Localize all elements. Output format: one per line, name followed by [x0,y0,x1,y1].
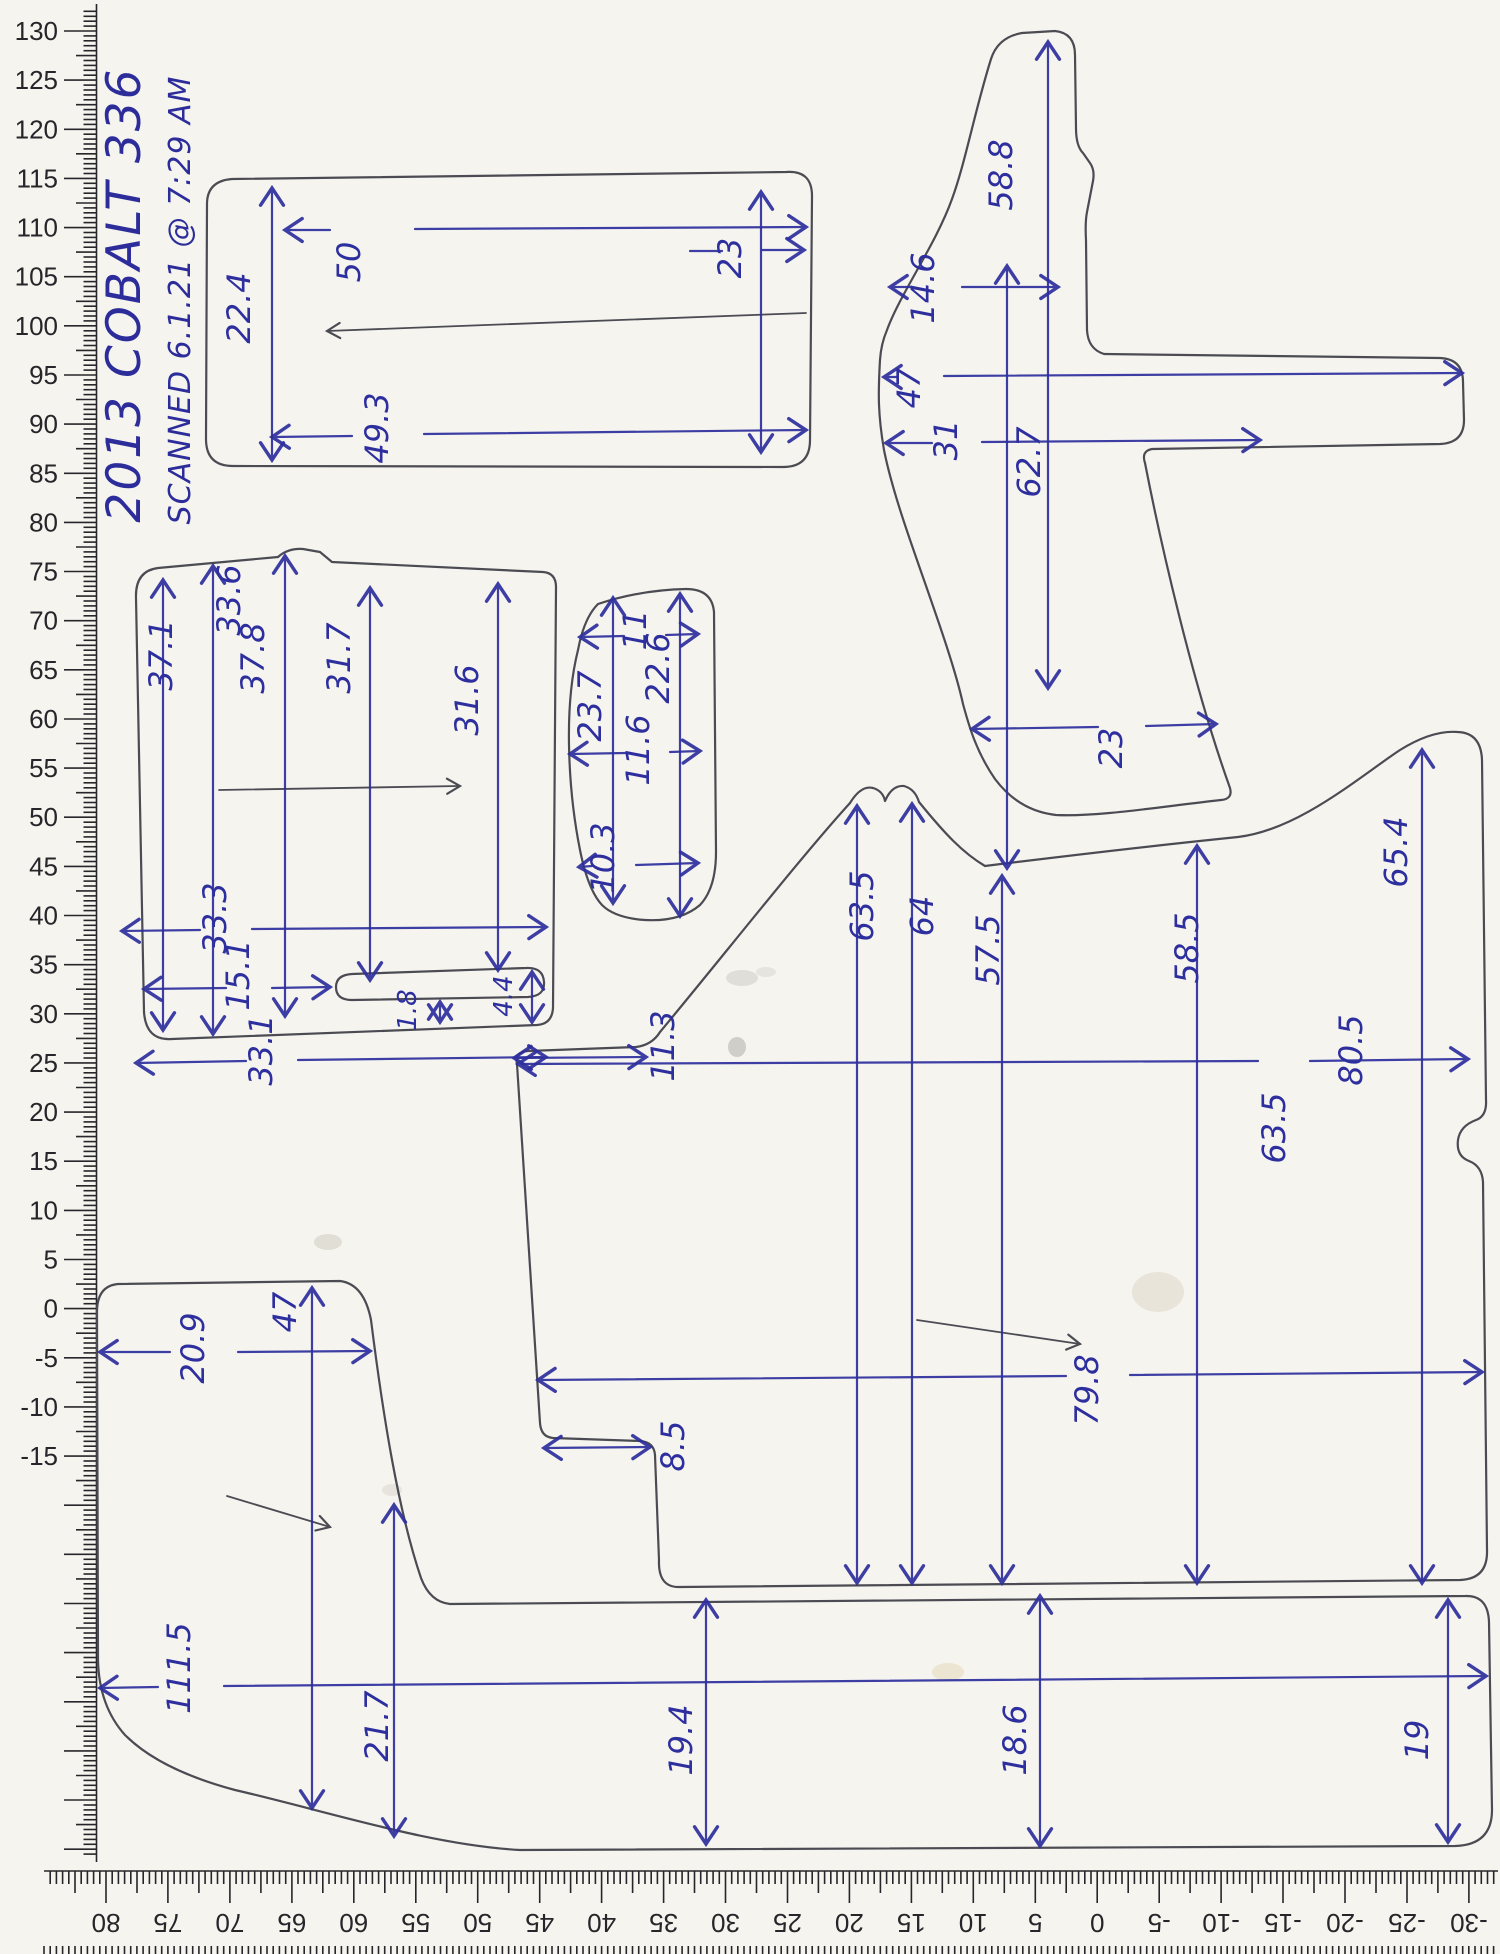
dim-label-e-v2: 64 [903,895,941,937]
bottom-ruler-number: 5 [1028,1908,1043,1938]
left-ruler-number: -15 [20,1441,58,1472]
dim-line [136,1061,246,1063]
dim-label-c-wbot: 33.1 [242,1014,280,1086]
scan-title: 2013 COBALT 336 [97,67,152,523]
dim-label-c-wmid: 33.3 [196,882,234,954]
bottom-ruler-number: -5 [1147,1908,1171,1938]
dim-label-c-notchr: 4.4 [489,975,519,1017]
dim-label-a-top: 50 [330,241,368,283]
bottom-ruler-number: 55 [401,1908,431,1938]
bottom-ruler-number: 75 [153,1908,183,1938]
dim-label-c-h3: 37.8 [234,622,272,694]
dim-line [514,1057,646,1058]
left-ruler-number: 5 [43,1244,58,1275]
dim-line [224,1676,1486,1686]
dim-label-a-right: 23 [711,237,749,279]
left-ruler-number: -5 [34,1342,58,1373]
left-ruler-number: 110 [16,212,58,243]
piece-top-left-rect-outline [206,172,812,467]
dim-label-e-stepbot: 8.5 [654,1420,692,1472]
dim-label-c-notch: 1.8 [393,989,423,1031]
left-ruler-number: 25 [29,1047,58,1078]
dim-line [252,927,546,929]
dim-label-d-hleft: 23.7 [571,670,609,742]
bottom-ruler [44,1871,1498,1954]
bottom-ruler-number: -30 [1450,1908,1488,1938]
dim-line [100,1687,158,1688]
bottom-ruler-number: -10 [1202,1908,1240,1938]
dim-line [424,430,806,434]
left-ruler-number: 15 [29,1146,58,1177]
dim-label-e-wlower: 79.8 [1068,1354,1106,1426]
left-ruler-number: 55 [29,753,58,784]
dim-line [272,987,330,988]
dim-label-f-v1: 21.7 [358,1690,396,1762]
dim-line [670,751,700,752]
dim-line [544,1447,650,1448]
dim-label-d-wmid: 11.6 [619,714,657,786]
dim-label-e-v1: 63.5 [843,870,881,942]
pointer-arrow [327,313,806,331]
piece-top-right-boot-outline [879,31,1464,815]
dim-label-b-neck: 14.6 [904,252,942,324]
dim-line [538,1376,1066,1380]
left-ruler-number: 95 [29,360,58,390]
dim-label-a-bottom: 49.3 [358,392,396,464]
left-ruler-number: 60 [29,704,58,734]
bottom-ruler-number: 50 [463,1908,493,1938]
bottom-ruler-number: 0 [1089,1908,1105,1938]
dim-line [272,436,352,437]
left-ruler [15,4,97,1862]
dim-label-b-fullh: 62.7 [1010,426,1048,498]
left-ruler-number: 85 [29,458,58,489]
dim-line [122,930,200,931]
pointer-arrow [917,1320,1080,1344]
dim-line [570,753,626,754]
bottom-ruler-number: 20 [834,1908,864,1938]
left-ruler-number: 90 [29,409,58,440]
left-ruler-number: 125 [14,65,58,96]
dim-label-d-wbot: 10.3 [584,822,622,894]
left-ruler-number: 70 [29,605,58,636]
template-pieces [97,31,1492,1850]
left-ruler-number: 80 [29,507,58,538]
dim-label-f-v3: 18.6 [996,1704,1034,1776]
dim-label-a-left: 22.4 [220,272,258,344]
dim-label-f-hleft: 47 [266,1291,304,1333]
bottom-ruler-number: 65 [277,1908,307,1938]
dim-line [144,988,226,989]
pointer-arrow [219,786,460,790]
dim-label-c-h4: 31.7 [320,622,358,694]
dim-line [518,1061,1258,1064]
left-ruler-number: 40 [29,900,58,931]
dim-label-f-v2: 19.4 [662,1704,700,1776]
left-ruler-number: 30 [29,998,58,1029]
piece-bow-runner-outline [97,1281,1492,1850]
dim-line [636,863,698,865]
left-ruler-number: 20 [29,1097,58,1128]
left-ruler-number: 115 [16,163,58,194]
bottom-ruler-number: -15 [1264,1908,1302,1938]
bottom-ruler-number: 60 [339,1908,369,1938]
dim-line [972,727,1098,729]
dim-label-d-wtop: 11 [616,609,654,651]
dim-line [238,1351,370,1352]
left-ruler-number: 0 [43,1293,58,1324]
dim-label-c-h1: 37.1 [142,619,180,691]
bottom-ruler-number: -20 [1326,1908,1364,1938]
dim-label-f-wfull: 111.5 [160,1622,198,1714]
dim-line [944,373,1462,376]
dim-label-c-h2: 33.6 [210,564,248,636]
left-ruler-number: 100 [14,310,58,341]
left-ruler-number: 120 [14,114,58,145]
dim-line [415,227,806,229]
dim-label-c-h5: 31.6 [448,664,486,736]
scan-title-block [97,67,198,524]
dim-label-b-mid: 31 [927,419,965,461]
pointer-arrow [227,1496,330,1527]
dim-label-e-v6: 80.5 [1332,1014,1370,1086]
dim-label-f-v4: 19 [1398,1719,1436,1761]
left-ruler-number: -10 [20,1391,58,1422]
dim-label-c-wlow: 15.1 [219,939,257,1011]
left-ruler-number: 75 [29,556,58,587]
dim-label-b-foot: 23 [1092,727,1130,769]
dim-label-e-v5: 65.4 [1377,816,1415,888]
bottom-ruler-number: 45 [525,1908,555,1938]
dim-label-d-hright: 22.6 [639,632,677,704]
dim-label-b-width: 47 [890,367,928,409]
dim-label-e-v3: 57.5 [969,914,1007,986]
dimension-labels [142,139,1436,1775]
dim-label-b-height: 58.8 [982,139,1020,211]
bottom-ruler-number: 10 [958,1908,988,1938]
left-ruler-number: 65 [29,654,58,685]
left-ruler-number: 10 [29,1195,58,1226]
bottom-ruler-number: 70 [215,1908,245,1938]
bottom-ruler-number: 40 [587,1908,617,1938]
dim-label-e-v4: 58.5 [1168,912,1206,984]
scan-smudges [314,967,1184,1681]
bottom-ruler-number: 30 [711,1908,740,1938]
dim-label-f-wtop: 20.9 [174,1312,212,1384]
left-ruler-number: 35 [29,949,58,980]
left-ruler-number: 130 [14,16,58,46]
dim-line [1130,1372,1482,1375]
scan-subtitle: SCANNED 6.1.21 @ 7:29 AM [163,75,198,525]
dim-line [1146,724,1216,726]
bottom-ruler-number: 80 [91,1908,121,1938]
dim-line [298,1057,546,1060]
bottom-ruler-number: 15 [896,1908,926,1938]
left-ruler-number: 50 [29,802,58,833]
bottom-ruler-number: -25 [1388,1908,1426,1938]
left-ruler-number: 45 [29,851,58,882]
bottom-ruler-number: 25 [773,1908,802,1938]
left-ruler-number: 105 [14,261,58,292]
dim-label-e-wmid: 63.5 [1255,1092,1293,1164]
bottom-ruler-number: 35 [649,1908,679,1938]
dim-label-e-steptop: 11.3 [644,1010,682,1082]
